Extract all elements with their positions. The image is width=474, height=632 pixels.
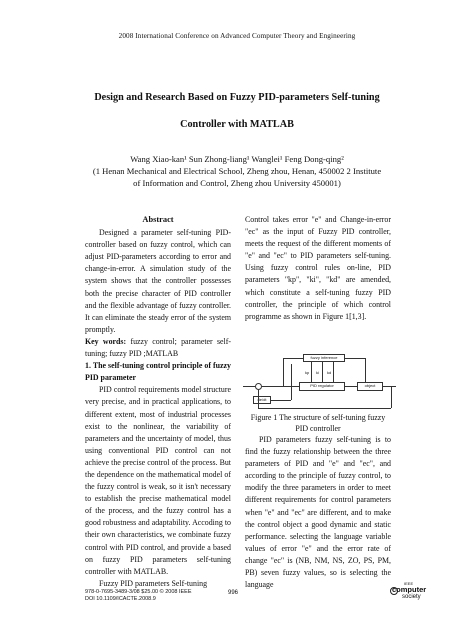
derivative-box: de/dt <box>253 396 271 404</box>
affiliation-line2: of Information and Control, Zheng zhou University 450001) <box>133 178 341 188</box>
kd-label: kd <box>327 370 332 375</box>
affiliation-line1: (1 Henan Mechanical and Electrical School, Zheng zhou, Henan, 450002 2 Institute <box>92 166 382 176</box>
ki-label: ki <box>316 370 319 375</box>
kp-label: kp <box>305 370 310 375</box>
left-column <box>85 214 231 590</box>
abstract-heading: Abstract <box>142 215 174 224</box>
section1-paragraph1: PID control requirements model structure very precise, and in practical applications, to different extent, most of industrial processes exist to the nonlinear, the variability of parameters and the uncertainty of model, thus using conventional PID control can not achieve the precise control of the process. But the dependence on the mathematical model of the fuzzy control is weak, so it isn't necessary to establish the precise mathematical model of the process, and the fuzzy control has a good robustness and adaptability. Accoding to their own characteristics, we combinate fuzzy control with PID control, and provide a based on fuzzy PID parameters self-tuning controller with MATLAB. <box>85 385 231 576</box>
error-line <box>262 386 299 387</box>
fuzzy-to-obj-line <box>345 358 365 359</box>
pid-regulator-box: PID regulator <box>299 382 345 391</box>
keywords-label: Key words: <box>85 336 127 346</box>
feedback-line-vertical <box>391 386 392 408</box>
figure-1-diagram <box>233 352 398 410</box>
footer-left <box>85 589 192 603</box>
error-to-fuzzy-line-h <box>283 358 303 359</box>
feedback-line-horizontal <box>258 408 391 409</box>
caption-line2: PID controller <box>295 424 341 433</box>
paper-title-line2: Controller with MATLAB <box>180 119 294 130</box>
keywords-text: fuzzy control; parameter self-tuning; fuzzy PID ;MATLAB <box>85 336 231 359</box>
section1-paragraph2: Fuzzy PID parameters Self-tuning <box>99 578 208 588</box>
kp-line <box>311 362 312 382</box>
figure-1-caption <box>245 412 391 434</box>
doi-line: DOI 10.1109/ICACTE.2008.9 <box>85 596 156 602</box>
object-box: object <box>357 382 383 391</box>
right-column-top <box>245 214 391 323</box>
logo-top-text: IEEE <box>404 581 414 586</box>
logo-sub-text: society <box>402 594 421 600</box>
right-paragraph2: PID parameters fuzzy self-tuning is to find the fuzzy relationship between the three parameters of PID and "e" and "ec", and according to the principle of fuzzy control, to modify the three parameters in order to meet different requirements for control parameters when "e" and "ec" are different, and to make the control object a good dynamic and static performance. selecting the language variable values of error "e" and the error rate of change "ec" is (NB, NM, NS, ZO, PS, PM, PB) seven fuzzy values, so is selecting the language <box>245 435 391 590</box>
caption-line1: Figure 1 The structure of self-tuning fuzzy <box>250 413 386 422</box>
pid-to-object-line <box>345 386 357 387</box>
computer-society-logo <box>390 581 430 603</box>
input-arrow <box>243 386 255 387</box>
output-line <box>383 386 396 387</box>
conference-header: 2008 International Conference on Advanced Computer Theory and Engineering <box>118 32 356 40</box>
summing-junction <box>255 383 262 390</box>
right-paragraph1: Control takes error "e" and Change-in-error "ec" as the input of Fuzzy PID controller, meets the request of the different moments of "e" and "ec" to PID parameters self-tuning. Using fuzzy control rules on-line, PID parameters "kp", "ki", "kd" are amended, which constitute a self-tuning fuzzy PID controller, the principle of which control programme as shown in Figure 1[1,3]. <box>245 215 391 321</box>
abstract-text: Designed a parameter self-tuning PID-controller based on fuzzy control, which can adjust PID-parameters according to error and change-in-error. A simulation study of the system shows that the controller possesses both the precise character of PID controller and the flexible advantage of fuzzy controller. It can eliminate the steady error of the system promptly. <box>85 228 231 334</box>
section1-heading: 1. The self-tuning control principle of fuzzy PID parameter <box>85 361 231 383</box>
error-to-fuzzy-line <box>283 358 284 386</box>
author-list: Wang Xiao-kan¹ Sun Zhong-liang¹ Wanglei¹ Feng Dong-qing² <box>130 154 344 164</box>
paper-title-line1: Design and Research Based on Fuzzy PID-parameters Self-tuning <box>94 92 380 103</box>
ki-line <box>322 362 323 382</box>
right-column-bottom <box>245 434 391 591</box>
authors-block <box>0 153 474 189</box>
fuzzy-inference-box: fuzzy inference <box>303 354 345 362</box>
fuzzy-to-obj-line-v <box>365 358 366 382</box>
deriv-to-fuzzy-line <box>291 364 292 400</box>
kd-line <box>333 362 334 382</box>
page-number: 996 <box>228 590 239 596</box>
feedback-line-up <box>258 390 259 408</box>
logo-main-text: computer <box>392 585 427 594</box>
isbn-line: 978-0-7695-3489-3/08 $25.00 © 2008 IEEE <box>85 589 192 595</box>
deriv-to-fuzzy-line-h <box>271 400 291 401</box>
keywords <box>85 336 231 360</box>
